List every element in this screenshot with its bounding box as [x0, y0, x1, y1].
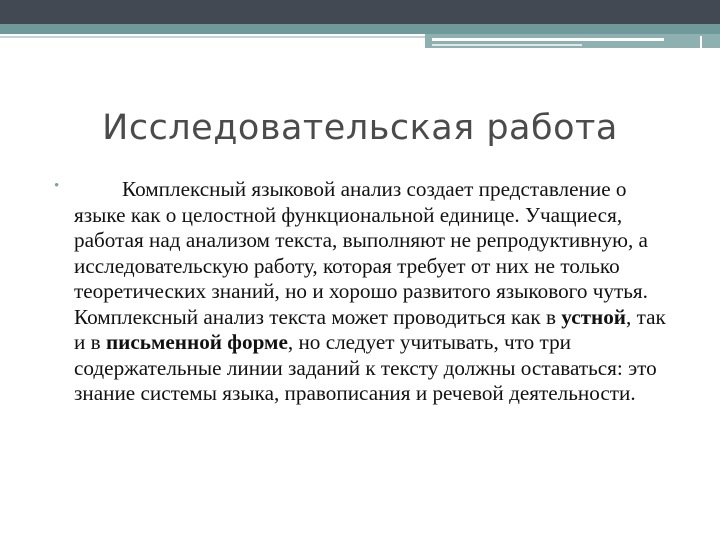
slide-content	[54, 177, 684, 407]
paragraph-bold-oral: устной	[561, 304, 627, 329]
header-decoration	[0, 0, 720, 50]
paragraph-bold-written: письменной форме	[105, 330, 288, 354]
paragraph-text-2: , так и в	[74, 304, 666, 354]
body-paragraph	[74, 177, 674, 407]
paragraph-text-1: Комплексный языковой анализ создает представление о языке как о целостной функциональной единице. Учащиеся, работая над анализом текста, выполняют не репродуктивную, а исследовательскую работу, которая требует от них не только теоретических знаний, но и хорошо развитого языкового чутья. Комплексный анализ текста может проводиться как в	[74, 177, 648, 329]
slide-title: Исследовательская работа	[102, 108, 618, 148]
header-accent-mark	[700, 36, 702, 48]
header-accent-line-1	[432, 38, 664, 41]
paragraph-text-3: , но следует учитывать, что три содержательные линии заданий к тексту должны оставаться: это знание системы языка, правописания и речевой деятельности.	[74, 330, 657, 405]
header-thin-line	[0, 36, 425, 38]
header-teal-stripe	[0, 24, 720, 34]
header-accent-line-2	[432, 44, 582, 46]
header-dark-stripe	[0, 0, 720, 24]
bullet-icon: •	[54, 178, 60, 194]
